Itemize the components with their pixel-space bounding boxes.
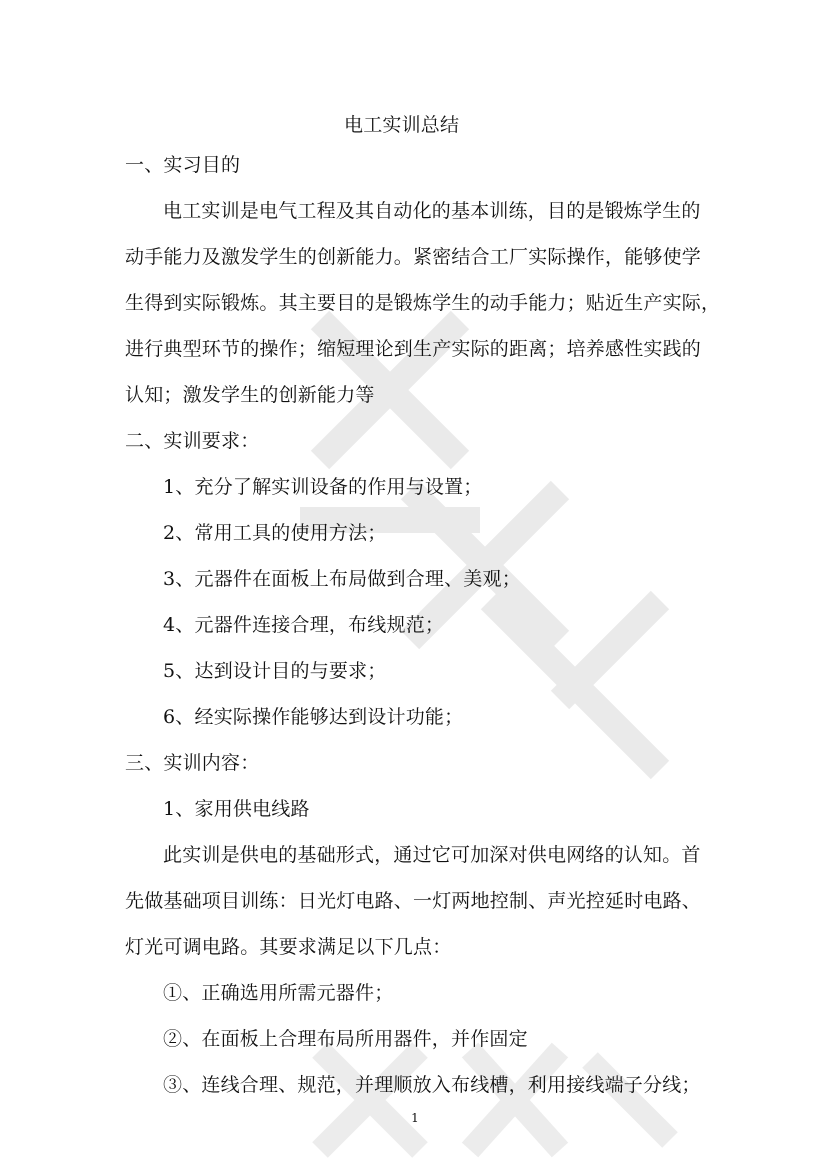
paragraph-line: 电工实训是电气工程及其自动化的基本训练，目的是锻炼学生的 bbox=[163, 200, 701, 222]
list-item: ①、正确选用所需元器件； bbox=[163, 982, 394, 1004]
list-item: 6、经实际操作能够达到设计功能； bbox=[163, 706, 464, 728]
paragraph-line: 进行典型环节的操作；缩短理论到生产实际的距离；培养感性实践的 bbox=[125, 338, 702, 360]
paragraph-line: 先做基础项目训练：日光灯电路、一灯两地控制、声光控延时电路、 bbox=[125, 890, 702, 912]
paragraph-line: 此实训是供电的基础形式，通过它可加深对供电网络的认知。首 bbox=[163, 844, 701, 866]
list-item: 1、充分了解实训设备的作用与设置； bbox=[163, 476, 483, 498]
page-number: 1 bbox=[411, 1111, 419, 1125]
section-heading-3: 三、实训内容： bbox=[125, 752, 260, 774]
watermark-graphic-bottom bbox=[300, 1030, 680, 1170]
list-item: 2、常用工具的使用方法； bbox=[163, 522, 387, 544]
list-item: 4、元器件连接合理，布线规范； bbox=[163, 614, 445, 636]
section-heading-1: 一、实习目的 bbox=[125, 154, 241, 176]
paragraph-line: 认知；激发学生的创新能力等 bbox=[125, 384, 375, 406]
subsection-heading: 1、家用供电线路 bbox=[163, 798, 310, 820]
paragraph-line: 灯光可调电路。其要求满足以下几点： bbox=[125, 936, 452, 958]
paragraph-line: 动手能力及激发学生的创新能力。紧密结合工厂实际操作，能够使学 bbox=[125, 246, 702, 268]
section-heading-2: 二、实训要求： bbox=[125, 430, 260, 452]
list-item: ②、在面板上合理布局所用器件，并作固定 bbox=[163, 1028, 528, 1050]
paragraph-line: 生得到实际锻炼。其主要目的是锻炼学生的动手能力；贴近生产实际， bbox=[125, 292, 721, 314]
document-title: 电工实训总结 bbox=[344, 114, 460, 136]
list-item: 3、元器件在面板上布局做到合理、美观； bbox=[163, 568, 521, 590]
list-item: ③、连线合理、规范，并理顺放入布线槽，利用接线端子分线； bbox=[163, 1074, 701, 1096]
list-item: 5、达到设计目的与要求； bbox=[163, 660, 387, 682]
